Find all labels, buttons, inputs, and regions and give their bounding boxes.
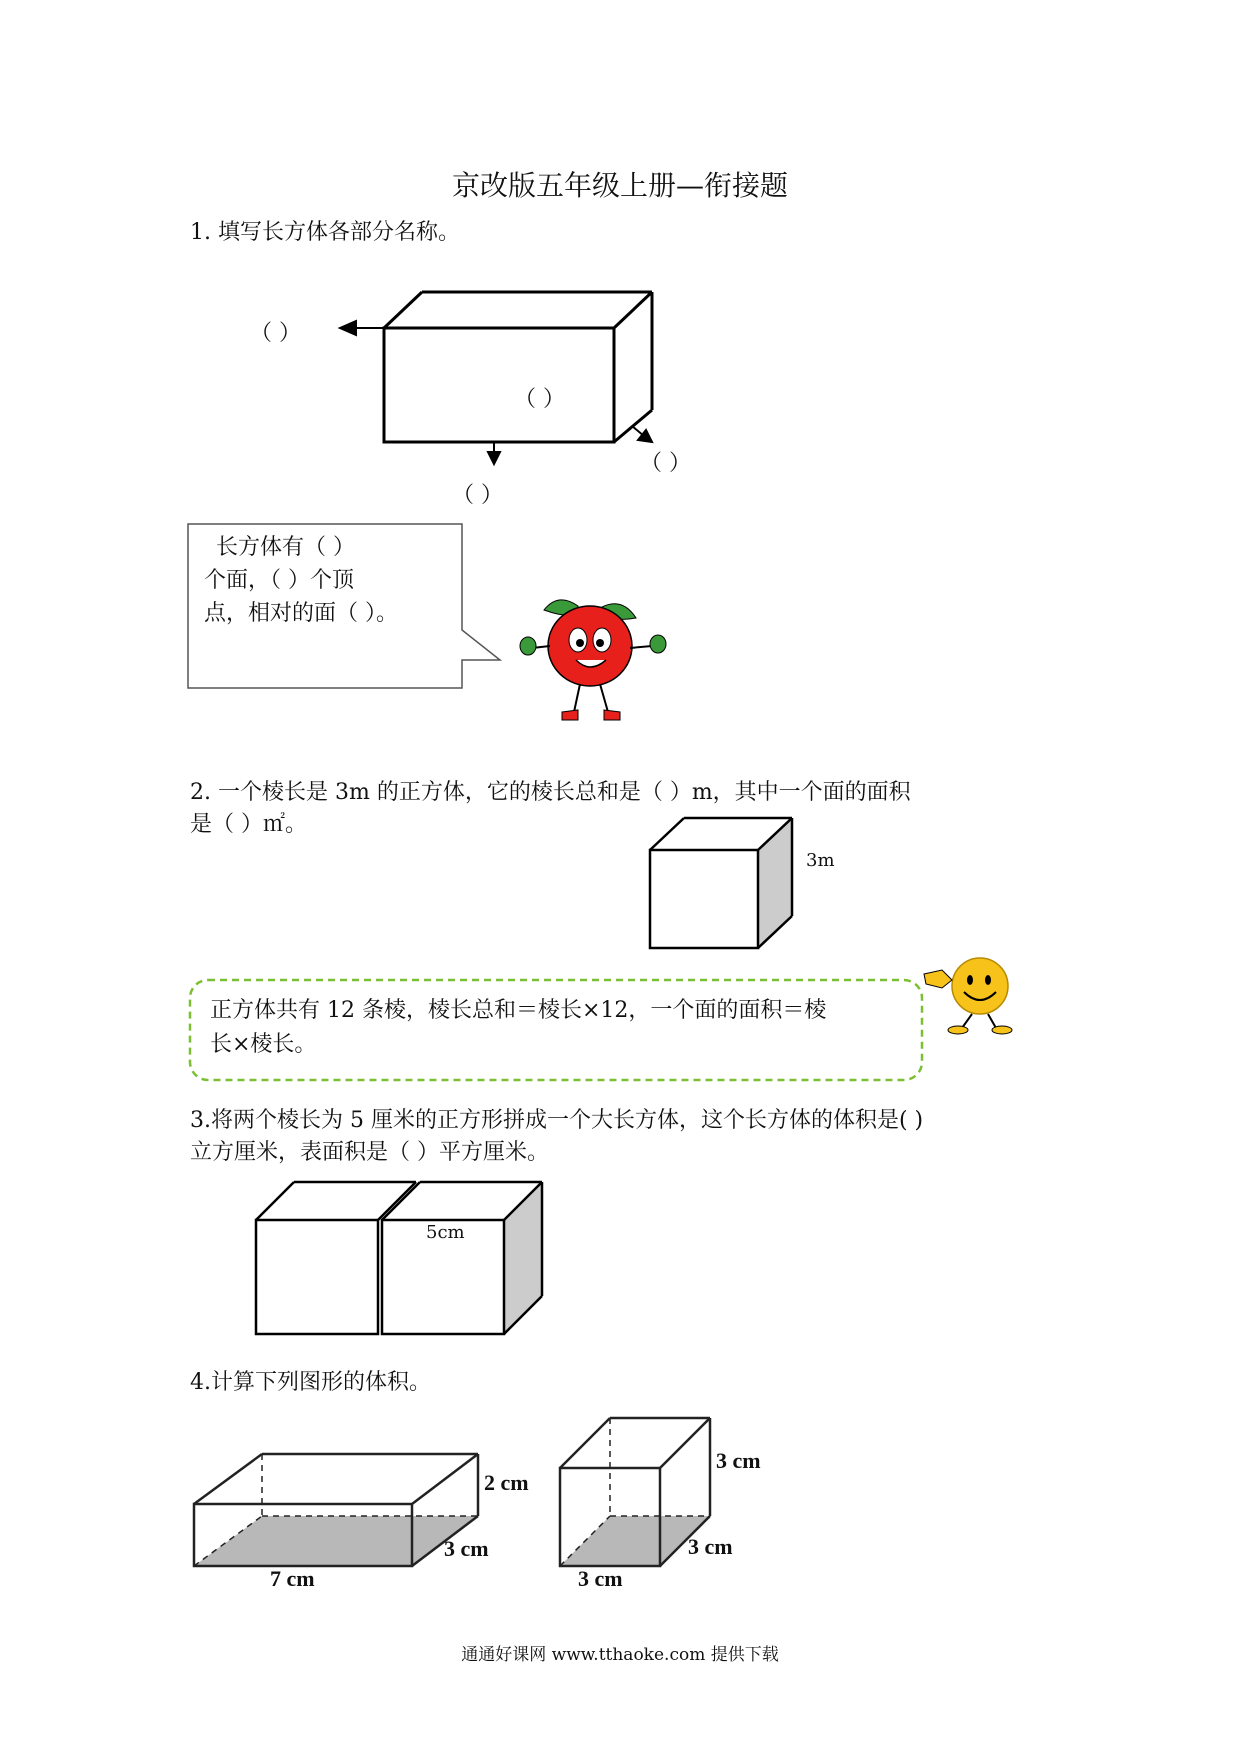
fig2-width-label: 3 cm xyxy=(688,1534,733,1559)
hint-line-2: 长×棱长。 xyxy=(210,1032,317,1057)
question-2-line-1: 2. 一个棱长是 3m 的正方体，它的棱长总和是（ ）m，其中一个面的面积 xyxy=(190,780,911,805)
fig1-height-label: 2 cm xyxy=(484,1470,529,1495)
fig2-length-label: 3 cm xyxy=(578,1566,623,1591)
question-4-text: 4.计算下列图形的体积。 xyxy=(190,1370,431,1395)
page-footer: 通通好课网 www.tthaoke.com 提供下载 xyxy=(461,1645,779,1665)
label-vertex: （ ） xyxy=(640,451,691,476)
fig1-width-label: 3 cm xyxy=(444,1536,489,1561)
question-3-line-1: 3.将两个棱长为 5 厘米的正方形拼成一个大长方体，这个长方体的体积是( ) xyxy=(190,1108,924,1133)
question-3-line-2: 立方厘米，表面积是（ ）平方厘米。 xyxy=(190,1140,549,1165)
label-edge-bottom: （ ） xyxy=(452,483,503,508)
hint-line-1: 正方体共有 12 条棱，棱长总和＝棱长×12，一个面的面积＝棱 xyxy=(210,998,827,1023)
cube-edge-label: 3m xyxy=(806,850,835,871)
label-edge-left: （ ） xyxy=(250,321,301,346)
bubble-line-1: 长方体有（ ） xyxy=(216,535,355,560)
bubble-line-2: 个面，（ ）个顶 xyxy=(204,568,354,593)
two-cubes-edge-label: 5cm xyxy=(426,1222,465,1243)
fig2-height-label: 3 cm xyxy=(716,1448,761,1473)
fig1-length-label: 7 cm xyxy=(270,1566,315,1591)
label-face: （ ） xyxy=(514,387,565,412)
question-1-text: 1. 填写长方体各部分名称。 xyxy=(190,220,460,245)
question-2-line-2: 是（ ）㎡。 xyxy=(190,812,307,837)
bubble-line-3: 点，相对的面（ ）。 xyxy=(204,601,398,626)
page-title: 京改版五年级上册—衔接题 xyxy=(451,169,788,202)
